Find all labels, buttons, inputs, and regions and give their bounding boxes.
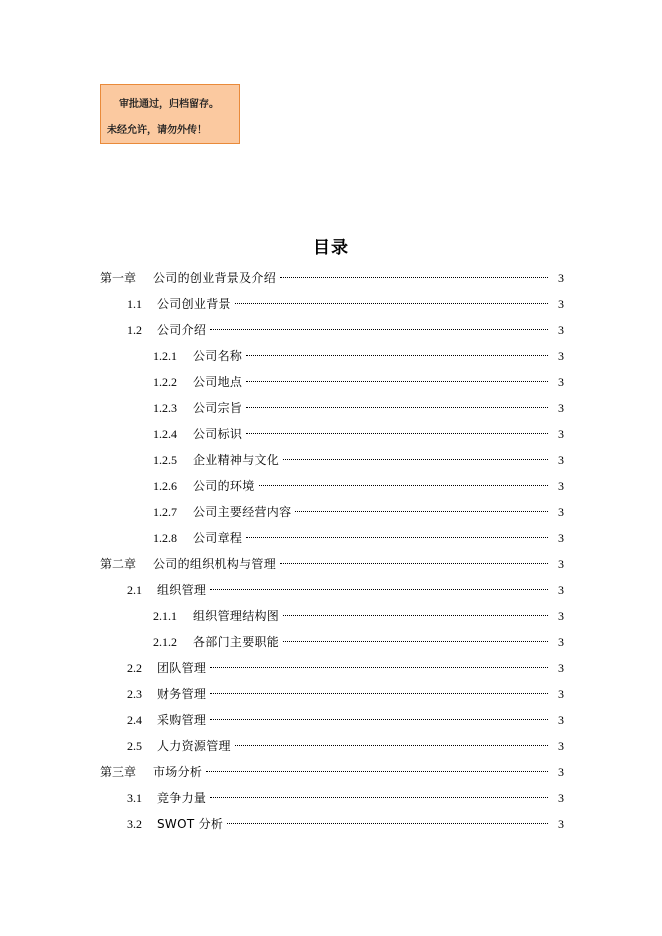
toc-dot-leader: [280, 276, 548, 278]
toc-entry-number: 1.2.7: [153, 505, 177, 519]
toc-entry-title: 公司宗旨: [193, 401, 243, 415]
toc-dot-leader: [259, 484, 548, 486]
toc-entry[interactable]: [0, 451, 662, 469]
toc-entry-page: 3: [558, 791, 564, 805]
toc-entry[interactable]: [0, 815, 662, 833]
toc-entry-title: 财务管理: [157, 687, 207, 701]
toc-entry-page: 3: [558, 661, 564, 675]
toc-dot-leader: [246, 380, 548, 382]
toc-entry-page: 3: [558, 739, 564, 753]
toc-entry-title: 公司标识: [193, 427, 243, 441]
toc-dot-leader: [246, 406, 548, 408]
toc-entry[interactable]: [0, 321, 662, 339]
toc-entry-number: 1.2.5: [153, 453, 177, 467]
toc-entry-number: 2.5: [127, 739, 142, 753]
toc-entry-number: 2.3: [127, 687, 142, 701]
toc-entry[interactable]: [0, 737, 662, 755]
toc-dot-leader: [283, 640, 548, 642]
toc-dot-leader: [227, 822, 548, 824]
toc-entry-title: 公司地点: [193, 375, 243, 389]
toc-entry[interactable]: [0, 607, 662, 625]
toc-dot-leader: [246, 432, 548, 434]
toc-entry[interactable]: [0, 399, 662, 417]
toc-entry-title: 组织管理结构图: [193, 609, 280, 623]
toc-dot-leader: [246, 536, 548, 538]
notice-line-2: 未经允许，请勿外传！: [107, 125, 207, 136]
toc-entry[interactable]: [0, 529, 662, 547]
toc-entry-page: 3: [558, 401, 564, 415]
toc-dot-leader: [210, 796, 548, 798]
toc-entry-page: 3: [558, 479, 564, 493]
toc-entry-number: 1.2.2: [153, 375, 177, 389]
toc-dot-leader: [210, 692, 548, 694]
toc-entry-page: 3: [558, 583, 564, 597]
toc-entry-number: 1.2.4: [153, 427, 177, 441]
toc-entry-page: 3: [558, 349, 564, 363]
toc-entry[interactable]: [0, 425, 662, 443]
toc-entry-title: 市场分析: [153, 765, 203, 779]
toc-entry[interactable]: [0, 685, 662, 703]
toc-entry-number: 1.2.8: [153, 531, 177, 545]
toc-dot-leader: [206, 770, 548, 772]
toc-entry-title: 公司的组织机构与管理: [153, 557, 277, 571]
notice-line-1: 审批通过，归档留存。: [119, 99, 219, 110]
toc-entry-number: 1.1: [127, 297, 142, 311]
toc-entry-title: 组织管理: [157, 583, 207, 597]
toc-entry-page: 3: [558, 817, 564, 831]
toc-entry-number: 第二章: [100, 557, 137, 571]
toc-entry-page: 3: [558, 635, 564, 649]
toc-entry-page: 3: [558, 323, 564, 337]
toc-dot-leader: [295, 510, 548, 512]
toc-entry-title: 企业精神与文化: [193, 453, 280, 467]
toc-entry-title: 竞争力量: [157, 791, 207, 805]
toc-entry-number: 第三章: [100, 765, 137, 779]
toc-entry[interactable]: [0, 659, 662, 677]
toc-entry-number: 第一章: [100, 271, 137, 285]
toc-dot-leader: [235, 302, 548, 304]
toc-entry-number: 2.4: [127, 713, 142, 727]
toc-entry-title: 公司主要经营内容: [193, 505, 292, 519]
toc-entry-page: 3: [558, 271, 564, 285]
toc-dot-leader: [283, 614, 548, 616]
toc-entry-number: 2.1.1: [153, 609, 177, 623]
toc-entry-title: 人力资源管理: [157, 739, 231, 753]
toc-dot-leader: [210, 666, 548, 668]
toc-entry-title: 公司创业背景: [157, 297, 231, 311]
toc-entry[interactable]: [0, 789, 662, 807]
toc-entry-page: 3: [558, 375, 564, 389]
toc-dot-leader: [246, 354, 548, 356]
toc-entry-number: 2.2: [127, 661, 142, 675]
toc-dot-leader: [283, 458, 548, 460]
toc-dot-leader: [235, 744, 548, 746]
toc-entry-page: 3: [558, 713, 564, 727]
toc-entry-title: 团队管理: [157, 661, 207, 675]
toc-entry-number: 1.2.3: [153, 401, 177, 415]
toc-entry-title: 公司名称: [193, 349, 243, 363]
toc-dot-leader: [280, 562, 548, 564]
toc-entry-page: 3: [558, 557, 564, 571]
toc-entry[interactable]: [0, 711, 662, 729]
toc-entry[interactable]: [0, 633, 662, 651]
toc-entry-number: 1.2: [127, 323, 142, 337]
toc-dot-leader: [210, 718, 548, 720]
toc-entry-page: 3: [558, 297, 564, 311]
toc-entry[interactable]: [0, 269, 662, 287]
toc-entry-page: 3: [558, 609, 564, 623]
toc-entry-page: 3: [558, 505, 564, 519]
toc-entry-page: 3: [558, 687, 564, 701]
toc-entry[interactable]: [0, 477, 662, 495]
toc-entry[interactable]: [0, 347, 662, 365]
toc-entry-title: 采购管理: [157, 713, 207, 727]
toc-entry-title: 各部门主要职能: [193, 635, 280, 649]
toc-entry[interactable]: [0, 295, 662, 313]
toc-entry-title: 公司章程: [193, 531, 243, 545]
toc-entry-number: 2.1: [127, 583, 142, 597]
toc-entry[interactable]: [0, 581, 662, 599]
toc-entry-number: 3.2: [127, 817, 142, 831]
toc-entry-title: SWOT 分析: [157, 817, 224, 831]
toc-entry-title: 公司的创业背景及介绍: [153, 271, 277, 285]
toc-entry-page: 3: [558, 453, 564, 467]
toc-entry-number: 1.2.1: [153, 349, 177, 363]
toc-entry-number: 2.1.2: [153, 635, 177, 649]
toc-title: 目录: [313, 238, 349, 258]
toc-dot-leader: [210, 588, 548, 590]
toc-entry[interactable]: [0, 555, 662, 573]
toc-dot-leader: [210, 328, 548, 330]
toc-entry-page: 3: [558, 427, 564, 441]
toc-entry-number: 3.1: [127, 791, 142, 805]
toc-entry-title: 公司的环境: [193, 479, 255, 493]
toc-entry-page: 3: [558, 531, 564, 545]
toc-entry-number: 1.2.6: [153, 479, 177, 493]
toc-entry[interactable]: [0, 503, 662, 521]
toc-entry[interactable]: [0, 373, 662, 391]
toc-entry[interactable]: [0, 763, 662, 781]
toc-entry-title: 公司介绍: [157, 323, 207, 337]
toc-entry-page: 3: [558, 765, 564, 779]
